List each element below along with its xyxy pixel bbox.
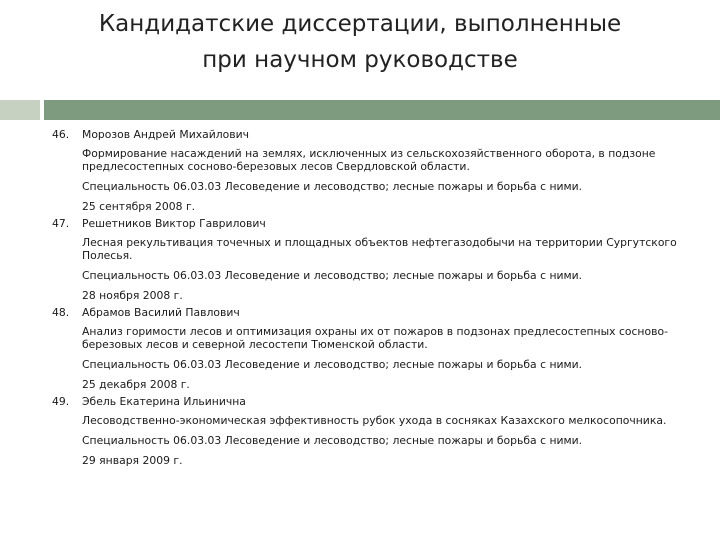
thesis-topic: Лесная рекультивация точечных и площадных объектов нефтегазодобычи на территории Сургутского Полесья.	[82, 236, 677, 262]
entry-number: 47.	[52, 217, 70, 230]
list-item	[52, 306, 692, 391]
entry-number: 49.	[52, 395, 70, 408]
entry-number: 48.	[52, 306, 70, 319]
specialty: Специальность 06.03.03 Лесоведение и лесоводство; лесные пожары и борьба с ними.	[82, 434, 583, 447]
defense-date: 25 сентября 2008 г.	[82, 200, 196, 213]
list-item	[52, 217, 692, 302]
specialty: Специальность 06.03.03 Лесоведение и лесоводство; лесные пожары и борьба с ними.	[82, 269, 583, 282]
defense-date: 28 ноября 2008 г.	[82, 289, 183, 302]
entry-number: 46.	[52, 128, 70, 141]
decorative-band-light	[0, 100, 40, 120]
page-title	[30, 6, 690, 78]
author-name: Эбель Екатерина Ильинична	[82, 395, 246, 408]
title-line-2: при научном руководстве	[202, 47, 518, 73]
thesis-topic: Лесоводственно-экономическая эффективность рубок ухода в сосняках Казахского мелкосопочника.	[82, 414, 667, 427]
defense-date: 29 января 2009 г.	[82, 454, 183, 467]
author-name: Морозов Андрей Михайлович	[82, 128, 249, 141]
author-name: Решетников Виктор Гаврилович	[82, 217, 266, 230]
specialty: Специальность 06.03.03 Лесоведение и лесоводство; лесные пожары и борьба с ними.	[82, 180, 583, 193]
specialty: Специальность 06.03.03 Лесоведение и лесоводство; лесные пожары и борьба с ними.	[82, 358, 583, 371]
decorative-band-dark	[44, 100, 720, 120]
list-item	[52, 128, 692, 213]
defense-date: 25 декабря 2008 г.	[82, 378, 190, 391]
title-line-1: Кандидатские диссертации, выполненные	[98, 11, 622, 37]
author-name: Абрамов Василий Павлович	[82, 306, 240, 319]
thesis-topic: Формирование насаждений на землях, исключенных из сельскохозяйственного оборота, в подзоне предлесостепных сосново-березовых лесов Свердловской области.	[82, 147, 656, 173]
thesis-topic: Анализ горимости лесов и оптимизация охраны их от пожаров в подзонах предлесостепных сосново-березовых лесов и северной лесостепи Тюменской области.	[82, 325, 668, 351]
list-item	[52, 395, 692, 467]
dissertation-list	[52, 128, 692, 471]
